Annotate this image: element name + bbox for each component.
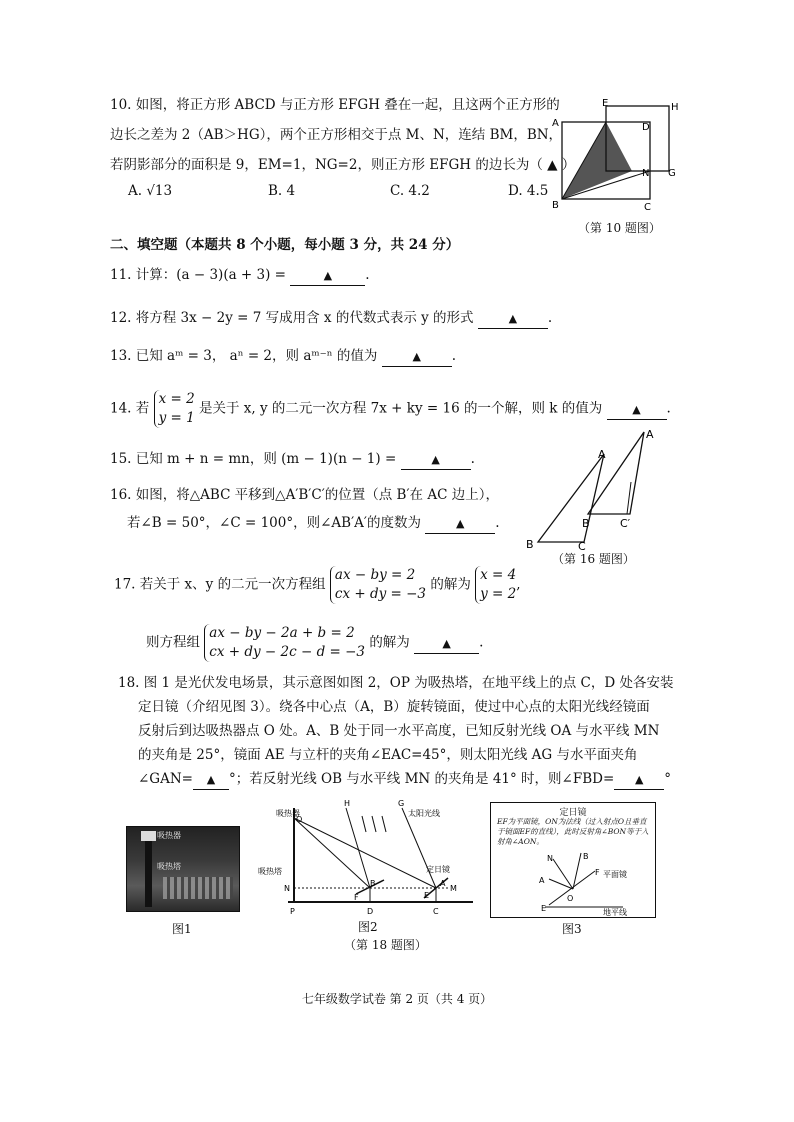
- q18-answer-blank-2: ▲: [614, 770, 664, 790]
- q18-fig2-ray-ob: [294, 818, 370, 888]
- q18-fig2-label-a: A: [440, 879, 446, 888]
- q10-figure: [550, 96, 690, 221]
- q18-fig1-label-tower: 吸热塔: [157, 862, 181, 871]
- q18-fig3-label-f: F: [595, 868, 600, 877]
- q14-answer-blank: ▲: [607, 400, 667, 420]
- q16-label-c: C: [578, 540, 586, 552]
- q17-system-2: ax − by − 2a + b = 2 cx + dy − 2c − d = −3: [204, 624, 365, 662]
- q14-system: x = 2 y = 1: [154, 390, 195, 428]
- q18-fig3-ray-ob: [573, 853, 581, 889]
- q10-label-g: G: [668, 168, 676, 179]
- q18-fig3-title: 定日镜: [559, 808, 587, 818]
- q18-fig3-description: EF为平面镜，ON为法线（过入射点O且垂直于镜面EF的直线），此时反射角∠BON等于入射角∠AON。: [497, 817, 649, 846]
- q16-label-c-prime: C′: [620, 517, 631, 530]
- q18-fig3-diagram: [491, 849, 655, 917]
- q18-caption: （第 18 题图）: [344, 938, 427, 952]
- q17-line1: 17. 若关于 x、y 的二元一次方程组 ax − by = 2 cx + dy = −3 的解为 x = 4 y = 2,: [114, 567, 521, 602]
- q10-option-d: D. 4.5: [508, 183, 549, 199]
- q18-fig2-sun-arrow-3: [382, 816, 386, 832]
- q18-fig3-label-b: B: [583, 852, 589, 861]
- q18-fig2-label-h: H: [344, 799, 351, 808]
- q16-answer-blank: ▲: [425, 514, 495, 534]
- q18-fig3-label-ground: 地平线: [603, 908, 627, 917]
- q16-label-a: A: [598, 448, 606, 461]
- q15-answer-blank: ▲: [401, 450, 471, 470]
- q18-fig3-label-e: E: [541, 904, 547, 913]
- q11-answer-blank: ▲: [290, 266, 365, 286]
- q10-label-h: H: [671, 102, 679, 113]
- q18-line5: ∠GAN= ▲ °；若反射光线 OB 与水平线 MN 的夹角是 41° 时，则∠FBD= ▲ °: [138, 770, 671, 790]
- q14-pre: 14. 若: [110, 400, 150, 417]
- q18-fig2-label-m: M: [450, 884, 457, 893]
- q10-label-b: B: [552, 200, 559, 211]
- q18-fig2-sun-arrow-1: [362, 816, 366, 832]
- q18-fig3-label-n: N: [547, 854, 553, 863]
- q18-fig3-label-a: A: [539, 876, 545, 885]
- q12-text: 12. 将方程 3x − 2y = 7 写成用含 x 的代数式表示 y 的形式: [110, 310, 474, 326]
- q17-system-1: ax − by = 2 cx + dy = −3: [330, 566, 426, 604]
- q10-caption: （第 10 题图）: [578, 221, 661, 235]
- q18-fig3-label-mirror: 平面镜: [603, 870, 627, 879]
- q18-fig1-photo: [126, 826, 240, 912]
- q18-fig2-label-tower: 吸热塔: [258, 867, 282, 876]
- q18-fig2-caption: 图2: [358, 920, 378, 934]
- q18-line1: 18. 图 1 是光伏发电场景，其示意图如图 2，OP 为吸热塔，在地平线上的点 C，D 处各安装: [118, 675, 674, 691]
- q18-fig2-ray-hb: [346, 808, 370, 888]
- q18-fig3-caption: 图3: [562, 922, 582, 936]
- q10-label-n: N: [642, 168, 650, 179]
- q12: 12. 将方程 3x − 2y = 7 写成用含 x 的代数式表示 y 的形式 ▲ .: [110, 309, 552, 329]
- q14-post: 是关于 x, y 的二元一次方程 7x + ky = 16 的一个解，则 k 的值为: [198, 400, 603, 417]
- page-footer: 七年级数学试卷 第 2 页（共 4 页）: [301, 992, 493, 1006]
- q16-line1: 16. 如图，将△ABC 平移到△A′B′C′的位置（点 B′在 AC 边上），: [110, 487, 499, 503]
- q18-fig1-mirrors: [163, 877, 233, 899]
- q15: 15. 已知 m + n = mn，则 (m − 1)(n − 1) = ▲ .: [110, 450, 475, 470]
- q18-fig2-label-g: G: [398, 799, 405, 808]
- q17-solution: x = 4 y = 2: [475, 566, 516, 604]
- q18-fig3-box: [490, 802, 656, 918]
- q13: 13. 已知 aᵐ = 3， aⁿ = 2，则 aᵐ⁻ⁿ 的值为 ▲ .: [110, 347, 456, 367]
- q18-line3: 反射后到达吸热器点 O 处。A、B 处于同一水平高度，已知反射光线 OA 与水平线 MN: [138, 723, 660, 739]
- q10-option-c: C. 4.2: [390, 183, 430, 199]
- q18-answer-blank-1: ▲: [193, 770, 229, 790]
- q18-fig2-label-mirror: 定日镜: [426, 865, 450, 874]
- q16-label-a-prime: A: [646, 428, 654, 441]
- q18-fig2-label-c: C: [433, 907, 439, 916]
- q11: 11. 计算：(a − 3)(a + 3) = ▲ .: [110, 266, 370, 286]
- q10-line1: 10. 如图，将正方形 ABCD 与正方形 EFGH 叠在一起，且这两个正方形的: [110, 97, 560, 113]
- q18-fig2-label-d: D: [367, 907, 374, 916]
- q16-line2: 若∠B = 50°，∠C = 100°，则∠AB′A′的度数为 ▲ .: [127, 514, 500, 534]
- q16-triangle-abc: [538, 454, 604, 542]
- q18-line4: 的夹角是 25°，镜面 AE 与立杆的夹角∠EAC=45°，则太阳光线 AG 与水平面夹角: [138, 747, 638, 763]
- q18-fig1-absorber: [141, 831, 156, 841]
- q16-triangle-abc-prime: [588, 432, 644, 514]
- q16-label-b: B: [526, 538, 534, 551]
- q17-answer-blank: ▲: [414, 634, 479, 654]
- q18-fig1-label-absorber: 吸热器: [157, 831, 181, 840]
- q11-text: 11. 计算：(a − 3)(a + 3) =: [110, 267, 286, 283]
- q13-text: 13. 已知 aᵐ = 3， aⁿ = 2，则 aᵐ⁻ⁿ 的值为: [110, 348, 378, 364]
- q17-line2: 则方程组 ax − by − 2a + b = 2 cx + dy − 2c − d = −3 的解为 ▲ .: [146, 625, 484, 660]
- q18-fig1-tower: [145, 835, 152, 907]
- q18-fig2-label-e: E: [424, 891, 430, 900]
- section-2-heading: 二、填空题（本题共 8 个小题，每小题 3 分，共 24 分）: [110, 237, 460, 253]
- q18-line2: 定日镜（介绍见图 3）。绕各中心点（A，B）旋转镜面，使过中心点的太阳光线经镜面: [138, 699, 650, 715]
- q18-fig2-label-b: B: [370, 879, 376, 888]
- q18-fig2-sun-arrow-2: [372, 816, 376, 832]
- q10-label-c: C: [644, 202, 651, 213]
- q18-fig2-label-absorber: 吸热器: [276, 809, 300, 818]
- q10-option-a: A. √13: [128, 183, 173, 199]
- q16-label-b-prime: B: [582, 517, 590, 530]
- q10-option-b: B. 4: [268, 183, 296, 199]
- q10-line3: 若阴影部分的面积是 9，EM=1，NG=2，则正方形 EFGH 的边长为（ ▲ ）: [110, 157, 576, 173]
- q14: 14. 若 x = 2 y = 1 是关于 x, y 的二元一次方程 7x + ky = 16 的一个解，则 k 的值为 ▲ .: [110, 391, 671, 426]
- q18-fig2-label-sunlight: 太阳光线: [408, 809, 440, 818]
- q10-label-d: D: [642, 122, 650, 133]
- q16-figure: [520, 424, 660, 552]
- q10-label-e: E: [602, 98, 609, 109]
- q16-caption: （第 16 题图）: [552, 552, 635, 566]
- q18-fig2-label-n: N: [284, 884, 290, 893]
- q15-text: 15. 已知 m + n = mn，则 (m − 1)(n − 1) =: [110, 451, 397, 467]
- q10-label-a: A: [552, 118, 559, 129]
- q18-fig2-ray-ga: [402, 808, 436, 888]
- q10-line2: 边长之差为 2（AB＞HG），两个正方形相交于点 M、N，连结 BM，BN，: [110, 127, 563, 143]
- q12-answer-blank: ▲: [478, 309, 548, 329]
- q18-fig2-label-o: O: [296, 815, 303, 824]
- q18-fig2-label-f: F: [354, 893, 359, 902]
- q18-fig2-label-p: P: [290, 907, 295, 916]
- q13-answer-blank: ▲: [382, 347, 452, 367]
- q18-fig3-label-o: O: [567, 894, 574, 903]
- q18-fig1-caption: 图1: [172, 922, 192, 936]
- q18-fig2-diagram: [258, 798, 476, 920]
